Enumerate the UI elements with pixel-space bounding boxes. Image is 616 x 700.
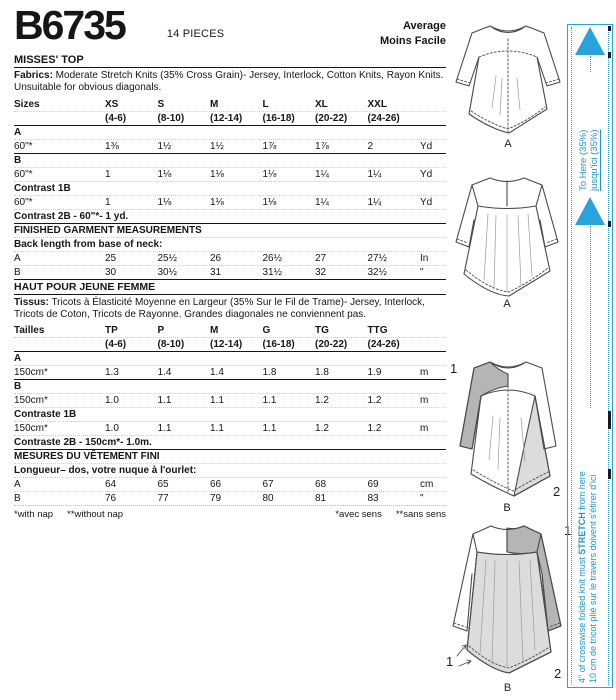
table-cell: XS [105,98,119,110]
tissus-label: Tissus: [14,296,49,308]
gauge-center-line-1 [590,56,591,72]
table-cell [105,154,158,167]
table-cell: (12-14) [210,112,243,124]
table-cell: Yd [420,196,433,208]
table-cell [315,154,368,167]
table-cell [420,182,446,195]
table-cell: Yd [420,140,433,152]
table-cell: 1⅛ [157,196,172,208]
table-cell: 1¼ [367,168,382,180]
table-cell: 1.1 [210,423,224,435]
table-row [14,265,446,279]
table-cell: 1.4 [210,367,224,379]
table-cell [368,380,421,393]
table-cell: 27 [315,252,327,264]
table-cell: Tailles [14,325,45,337]
table-cell: m [420,423,429,435]
table-cell: Yd [420,168,433,180]
table-cell [210,126,263,139]
table-cell [368,154,421,167]
table-cell: 81 [315,493,327,505]
table-cell: Back length from base of neck: [14,238,163,250]
table-cell: 1¼ [315,196,329,208]
table-cell: (20-22) [315,112,348,124]
gauge-center-line-2 [590,226,591,408]
table-cell: 1.4 [157,367,172,379]
fabrics-label: Fabrics: [14,70,53,81]
table-cell: 1.1 [210,395,224,407]
difficulty-fr: Moins Facile [379,34,446,47]
table-cell [315,352,368,365]
gauge-dotted-edge-left [571,27,572,685]
stretch-en-post: from here [577,471,587,513]
table-cell: L [262,98,269,110]
table-cell [105,126,158,139]
content-column [14,4,446,520]
table-row [14,125,446,139]
table-cell: 1⅛ [157,168,172,180]
table-cell [263,126,316,139]
table-cell: Contrast 1B [14,182,71,194]
footnote-avec-sens: *avec sens [335,509,382,521]
piece-number-1: 1 [450,361,458,376]
table-cell [420,98,446,111]
table-cell: (8-10) [157,339,185,351]
table-row [14,111,446,125]
view-a-front-label: A [504,138,512,150]
table-cell: 79 [210,493,222,505]
table-cell [315,182,368,195]
table-row [14,449,446,463]
table-cell: 25 [105,252,117,264]
table-cell [158,408,211,421]
footnote-with-nap: *with nap [14,509,54,521]
tissus-paragraph [14,295,446,325]
table-cell: 1.9 [367,367,382,379]
table-cell: In [420,252,429,264]
table-cell: B [14,266,21,278]
table-cell: " [420,266,424,278]
table-cell [263,408,316,421]
table-cell: A [14,479,21,491]
table-cell: 1⅞ [262,140,277,152]
table-cell: 1⅛ [210,196,224,208]
table-cell [105,408,158,421]
table-cell [263,154,316,167]
table-cell: 60"* [14,168,33,180]
table-cell: B [14,154,22,166]
table-row [14,393,446,407]
footnote-sans-sens: **sans sens [395,509,446,521]
table-cell: 60"* [14,196,33,208]
table-cell: (24-26) [367,112,400,124]
table-row [14,98,446,111]
pattern-number: B6735 [14,2,125,48]
table-cell: 1⅛ [262,168,277,180]
gauge-arrow-mid-icon [575,197,605,225]
fabrics-paragraph [14,68,446,98]
table-cell [263,182,316,195]
to-here-en: To Here (35%) [578,129,589,191]
yardage-table-fr [14,324,446,505]
table-cell: 1.1 [262,395,277,407]
table-row [14,153,446,167]
table-cell [420,324,446,337]
table-cell: 1.1 [262,423,277,435]
table-row [14,209,446,223]
table-row [14,351,446,365]
table-cell: 32½ [367,266,387,278]
table-cell [210,352,263,365]
table-cell: 68 [315,479,327,491]
table-cell: P [157,325,165,337]
table-cell: 27½ [367,252,387,264]
table-cell [420,154,446,167]
table-cell: 150cm* [14,423,48,435]
piece-number-1-back: 1 [564,523,572,538]
gauge-to-here-text [578,73,604,191]
table-cell: 69 [367,479,379,491]
table-cell [105,352,158,365]
table-cell: m [420,367,429,379]
table-cell: FINISHED GARMENT MEASUREMENTS [14,224,202,236]
table-cell: 65 [157,479,169,491]
table-cell: Contrast 2B - 60"*- 1 yd. [14,210,129,222]
table-cell: Contraste 2B - 150cm*- 1.0m. [14,437,152,449]
table-cell: MESURES DU VÊTEMENT FINI [14,451,160,463]
table-cell: (16-18) [262,112,295,124]
pieces-count: 14 PIECES [166,28,225,40]
table-cell: (8-10) [157,112,185,124]
table-row [14,167,446,181]
table-cell [14,112,105,125]
table-cell: 1.3 [105,367,119,379]
table-cell: XXL [367,98,387,110]
table-row [14,223,446,237]
table-cell [105,380,158,393]
table-cell: TP [105,325,118,337]
table-cell: 1¼ [315,168,329,180]
table-cell [158,380,211,393]
table-row [14,251,446,265]
table-cell: 30½ [157,266,177,278]
table-row [14,365,446,379]
piece-number-2: 2 [553,484,561,499]
table-row [14,435,446,449]
table-row [14,337,446,351]
table-cell: 1.0 [105,395,119,407]
table-cell: 66 [210,479,222,491]
table-cell: XL [315,98,328,110]
table-cell [105,182,158,195]
table-cell [368,126,421,139]
table-cell: 150cm* [14,367,48,379]
piece-number-2-back: 2 [554,666,562,681]
table-row [14,463,446,477]
stretch-en-pre: 4" of crosswise folded knit must [577,554,587,683]
gauge-arrow-top-icon [575,27,605,55]
table-cell [420,112,446,125]
table-cell: 80 [262,493,274,505]
table-cell: (16-18) [262,339,295,351]
table-cell [420,352,446,365]
table-row [14,139,446,153]
table-cell: 1⅛ [262,196,277,208]
table-cell: m [420,395,429,407]
table-cell: 77 [157,493,169,505]
table-cell [263,380,316,393]
fabrics-text: Moderate Stretch Knits (35% Cross Grain)- Jersey, Interlock, Cotton Knits, Rayon Knits. Unsuitable for obvious diagonals. [14,70,444,94]
table-cell: 1.8 [262,367,277,379]
table-cell: 31½ [262,266,282,278]
table-cell: TG [315,325,329,337]
table-cell [263,352,316,365]
gauge-tick-mark [608,26,611,31]
table-cell: 1.2 [315,395,329,407]
gauge-tick-mark [608,411,611,429]
table-row [14,379,446,393]
tissus-text: Tricots à Élasticité Moyenne en Largeur (35% Sur le Fil de Trame)- Jersey, Interlock, Tricots de Coton, Tricots de Rayonne. Grandes diagonales ne conviennent pas. [14,296,425,320]
gauge-tick-mark [608,52,611,58]
table-cell: 25½ [157,252,177,264]
table-cell [420,126,446,139]
table-cell: Sizes [14,98,40,110]
table-cell: 1.1 [157,395,172,407]
table-cell: Longueur– dos, votre nuque à l'ourlet: [14,465,197,477]
table-cell: 31 [210,266,222,278]
table-row [14,237,446,251]
table-row [14,181,446,195]
table-cell: B [14,381,22,393]
footnotes [14,505,446,520]
garment-title-en: MISSES' TOP [14,54,446,68]
table-row [14,324,446,337]
table-cell [315,408,368,421]
table-cell: 64 [105,479,117,491]
table-cell [420,408,446,421]
stretch-gauge [567,24,613,688]
table-cell [315,380,368,393]
table-cell: S [157,98,165,110]
table-cell: 1.8 [315,367,329,379]
yardage-table-en [14,98,446,279]
table-cell: Contraste 1B [14,409,77,421]
table-cell [158,154,211,167]
table-cell: M [210,98,219,110]
view-a-front-figure [451,16,565,150]
table-cell [158,182,211,195]
view-a-back-figure [448,170,566,310]
table-cell: (4-6) [105,339,127,351]
piece-number-1-arrows: 1 [446,654,454,669]
table-cell [368,182,421,195]
table-cell: 150cm* [14,395,48,407]
view-b-back-figure [440,518,575,694]
table-cell: 1½ [210,140,224,152]
table-cell: 32 [315,266,327,278]
view-b-back-label: B [503,682,512,694]
table-cell: (20-22) [315,339,348,351]
table-cell: A [14,353,22,365]
table-row [14,407,446,421]
gauge-tick-mark [608,469,611,479]
table-cell [420,338,446,351]
table-cell: 30 [105,266,117,278]
view-b-front-sketch [447,350,567,502]
table-cell: 2 [367,140,374,152]
table-cell: 1.2 [367,395,382,407]
view-b-front-label: B [503,502,511,514]
garment-title-fr: HAUT POUR JEUNE FEMME [14,279,446,295]
difficulty-en: Average [402,20,446,32]
table-cell [210,408,263,421]
table-cell: 1.0 [105,423,119,435]
table-cell: (12-14) [210,339,243,351]
gauge-stretch-text [577,409,604,683]
table-row [14,477,446,491]
table-cell [368,352,421,365]
table-cell: 1.2 [315,423,329,435]
view-a-front-sketch [451,16,565,138]
table-cell: 1 [105,196,111,208]
table-cell [158,352,211,365]
table-cell: B [14,493,21,505]
table-cell [210,154,263,167]
gauge-dotted-edge-right [608,27,609,685]
table-cell: 60"* [14,140,33,152]
table-cell [210,182,263,195]
table-cell: 1.2 [367,423,382,435]
table-cell: (24-26) [367,339,400,351]
header [14,4,446,54]
table-cell: 26½ [262,252,282,264]
table-cell: 1½ [157,140,172,152]
table-cell: 76 [105,493,117,505]
table-cell [158,126,211,139]
table-row [14,195,446,209]
table-row [14,421,446,435]
view-a-back-sketch [448,170,566,298]
table-cell: 1 [105,168,111,180]
table-cell: (4-6) [105,112,127,124]
table-cell [368,408,421,421]
stretch-fr: 10 cm de tricot plié sur le travers doivent s'étirer d'ici [588,474,598,683]
footnote-without-nap: **without nap [67,509,124,521]
view-b-front-figure [447,350,567,514]
table-cell: TTG [367,325,388,337]
table-cell: 1⅛ [210,168,224,180]
gauge-tick-mark [608,221,611,227]
table-cell: 83 [367,493,379,505]
table-cell: 1¼ [367,196,382,208]
table-cell [420,380,446,393]
table-cell: A [14,126,22,138]
table-cell: cm [420,479,434,491]
table-cell: 67 [262,479,274,491]
table-cell [315,126,368,139]
table-cell [210,380,263,393]
table-cell: 26 [210,252,222,264]
stretch-en-bold: STRETCH [577,512,587,555]
table-cell: " [420,493,424,505]
table-cell: 1⅜ [105,140,119,152]
table-cell: 1⅞ [315,140,329,152]
view-b-back-sketch [440,518,575,682]
table-row [14,491,446,505]
to-here-fr: jusqu'ici (35%) [589,129,600,191]
table-cell: G [262,325,271,337]
table-cell: A [14,252,21,264]
table-cell [14,338,105,351]
difficulty-rating [380,19,446,49]
view-a-back-label: A [503,298,511,310]
table-cell: 1.1 [157,423,172,435]
table-cell: M [210,325,219,337]
